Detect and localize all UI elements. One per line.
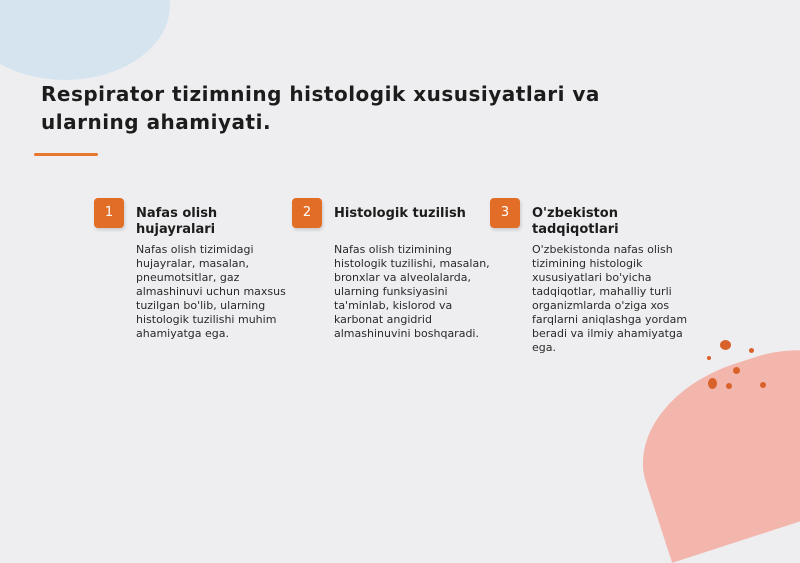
decorative-dot bbox=[707, 356, 711, 360]
slide-title: Respirator tizimning histologik xususiyatlari va ularning ahamiyati. bbox=[41, 82, 600, 134]
decorative-dot bbox=[708, 378, 717, 389]
card-text: Nafas olish tizimining histologik tuzilishi, masalan, bronxlar va alveolalarda, ularning funksiyasini ta'minlab, kislorod va karbonat angidrid almashinuvini boshqaradi. bbox=[334, 243, 490, 340]
number-badge: 3 bbox=[490, 198, 520, 228]
decorative-dot bbox=[726, 383, 732, 389]
decorative-dot bbox=[733, 367, 740, 374]
card-heading: O'zbekiston tadqiqotlari bbox=[532, 206, 619, 237]
card-text: Nafas olish tizimidagi hujayralar, masalan, pneumotsitlar, gaz almashinuvi uchun maxsus tuzilgan bo'lib, ularning histologik tuzilishi muhim ahamiyatga ega. bbox=[136, 243, 286, 340]
decorative-blob-top-left bbox=[0, 0, 170, 80]
card-text: O'zbekistonda nafas olish tizimining histologik xususiyatlari bo'yicha tadqiqotlar, mahalliy turli organizmlarda o'ziga xos farqlarni aniqlashga yordam beradi va ilmiy ahamiyatga ega. bbox=[532, 243, 688, 354]
title-underline bbox=[34, 153, 98, 156]
decorative-dot bbox=[720, 340, 731, 350]
card-heading: Histologik tuzilish bbox=[334, 206, 466, 221]
number-badge: 1 bbox=[94, 198, 124, 228]
decorative-dot bbox=[760, 382, 766, 388]
decorative-dot bbox=[749, 348, 754, 353]
number-badge: 2 bbox=[292, 198, 322, 228]
decorative-blob-bottom-right bbox=[620, 327, 800, 563]
card-heading: Nafas olish hujayralari bbox=[136, 206, 218, 237]
